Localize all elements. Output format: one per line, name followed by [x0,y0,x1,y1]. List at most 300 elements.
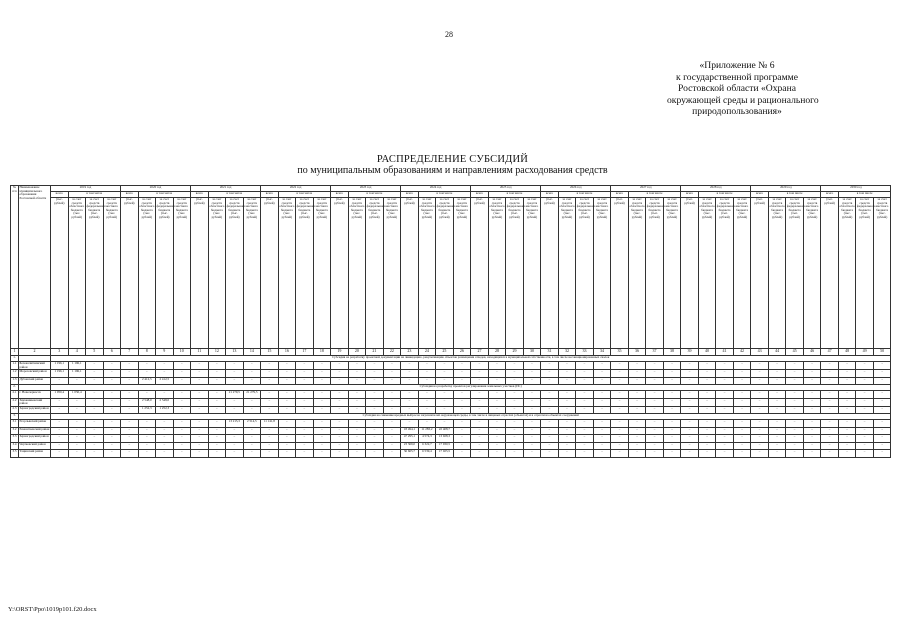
header-federal: за счет средств федерального бюджета (тыс. рублей) [226,198,244,349]
value-cell: – [593,420,611,428]
value-cell: – [523,420,541,428]
header-local: за счет средств местного бюджета (тыс. рублей) [383,198,401,349]
value-cell: – [103,406,121,414]
value-cell: – [261,377,279,385]
column-number: 5 [86,349,104,356]
value-cell: – [121,442,139,450]
value-cell: – [698,391,716,399]
value-cell: – [593,450,611,458]
header-total: всего [51,192,69,198]
value-cell: – [226,427,244,435]
header-local: за счет средств местного бюджета (тыс. рублей) [453,198,471,349]
value-cell: – [751,362,769,370]
header-year: 2023 год [331,186,401,192]
value-cell: – [576,377,594,385]
value-cell: – [471,406,489,414]
value-cell: – [156,391,174,399]
value-cell: – [488,450,506,458]
value-cell: – [663,398,681,406]
value-cell: – [278,406,296,414]
value-cell: – [348,391,366,399]
header-including: в том числе [278,192,331,198]
header-oblast: за счет средств областного бюджета (тыс. рублей) [558,198,576,349]
value-cell: – [138,427,156,435]
row-number: 3.1 [11,420,19,428]
value-cell: – [471,362,489,370]
value-cell: 23 369,0 [401,442,419,450]
value-cell: – [593,362,611,370]
header-federal: за счет средств федерального бюджета (тыс. рублей) [646,198,664,349]
value-cell: – [383,442,401,450]
value-cell: – [208,370,226,378]
value-cell: – [523,406,541,414]
value-cell: – [296,442,314,450]
value-cell: – [838,398,856,406]
value-cell: – [523,362,541,370]
header-oblast: за счет средств областного бюджета (тыс. рублей) [348,198,366,349]
value-cell: – [226,435,244,443]
value-cell: – [786,391,804,399]
value-cell: – [716,435,734,443]
value-cell: – [366,450,384,458]
header-year: 2026 год [541,186,611,192]
value-cell: – [103,391,121,399]
value-cell: – [261,391,279,399]
value-cell: 21 279,5 [243,391,261,399]
header-including: в том числе [838,192,891,198]
value-cell: – [611,420,629,428]
header-federal: за счет средств федерального бюджета (тыс. рублей) [296,198,314,349]
value-cell: – [873,362,891,370]
value-cell: – [558,362,576,370]
value-cell: – [541,420,559,428]
table-row [11,450,891,458]
value-cell: – [646,450,664,458]
header-federal: за счет средств федерального бюджета (тыс. рублей) [366,198,384,349]
value-cell: – [523,427,541,435]
value-cell: – [191,391,209,399]
value-cell: – [716,398,734,406]
value-cell: – [506,370,524,378]
value-cell: – [593,427,611,435]
value-cell: – [278,442,296,450]
header-total-units: (тыс. рублей) [261,198,279,349]
value-cell: – [821,442,839,450]
value-cell: – [331,427,349,435]
value-cell: – [68,398,86,406]
value-cell: – [803,370,821,378]
value-cell: – [611,398,629,406]
value-cell: – [646,420,664,428]
value-cell: – [173,427,191,435]
header-year: 2027 год [611,186,681,192]
value-cell: – [278,398,296,406]
value-cell: – [226,406,244,414]
value-cell: – [856,450,874,458]
header-oblast: за счет средств областного бюджета (тыс. рублей) [768,198,786,349]
value-cell: – [768,377,786,385]
value-cell: – [856,435,874,443]
value-cell: – [156,427,174,435]
value-cell: – [506,391,524,399]
value-cell: – [453,435,471,443]
value-cell: – [576,442,594,450]
value-cell: – [523,391,541,399]
value-cell: – [873,420,891,428]
value-cell: – [296,406,314,414]
value-cell: – [348,406,366,414]
column-number: 10 [173,349,191,356]
value-cell: – [296,420,314,428]
value-cell: – [121,450,139,458]
value-cell: – [611,362,629,370]
value-cell: – [278,450,296,458]
appendix-line: природопользования» [692,106,782,117]
value-cell: – [628,420,646,428]
value-cell: – [838,406,856,414]
value-cell: – [506,420,524,428]
value-cell: – [803,427,821,435]
value-cell: – [471,420,489,428]
value-cell: – [121,398,139,406]
value-cell: – [558,370,576,378]
value-cell: – [121,391,139,399]
header-oblast: за счет средств областного бюджета (тыс. рублей) [208,198,226,349]
value-cell: – [51,442,69,450]
appendix-line: к государственной программе [676,71,798,83]
value-cell: – [278,370,296,378]
value-cell: – [803,420,821,428]
value-cell: – [138,450,156,458]
value-cell: – [663,391,681,399]
value-cell: – [593,377,611,385]
value-cell: – [103,427,121,435]
column-number: 19 [331,349,349,356]
value-cell: – [453,420,471,428]
header-total-units: (тыс. рублей) [541,198,559,349]
value-cell: – [453,406,471,414]
value-cell: – [698,377,716,385]
value-cell: – [488,435,506,443]
value-cell: – [331,435,349,443]
value-cell: – [803,442,821,450]
value-cell: – [873,427,891,435]
value-cell: – [803,406,821,414]
header-total: всего [751,192,769,198]
column-number: 21 [366,349,384,356]
value-cell: – [121,435,139,443]
value-cell: – [453,442,471,450]
value-cell: – [786,406,804,414]
column-number: 42 [733,349,751,356]
value-cell: – [103,450,121,458]
value-cell: – [296,398,314,406]
value-cell: – [681,435,699,443]
value-cell: – [576,450,594,458]
appendix-line: Ростовской области «Охрана [678,83,796,94]
value-cell: – [243,377,261,385]
value-cell: – [821,398,839,406]
row-number: 2.1 [11,391,19,399]
value-cell: – [191,370,209,378]
value-cell: – [716,420,734,428]
value-cell: – [506,435,524,443]
value-cell: – [488,362,506,370]
value-cell: – [646,362,664,370]
section-title: Субсидия на разработку проектной документации на ликвидацию, рекультивацию объектов размещения отходов, находящихся в муниципальной собственности, в том числе несанкционированных свалок [51,356,891,362]
value-cell: – [418,362,436,370]
value-cell: 1 196,1 [68,362,86,370]
header-federal: за счет средств федерального бюджета (тыс. рублей) [856,198,874,349]
value-cell: – [383,420,401,428]
value-cell: – [191,398,209,406]
value-cell: – [366,435,384,443]
value-cell: 2 514,5 [243,420,261,428]
value-cell: – [348,435,366,443]
value-cell: – [523,370,541,378]
value-cell: – [523,377,541,385]
value-cell: – [488,442,506,450]
value-cell: – [156,435,174,443]
header-total-units: (тыс. рублей) [611,198,629,349]
value-cell: – [173,420,191,428]
value-cell: – [751,420,769,428]
value-cell: – [138,442,156,450]
value-cell: – [86,420,104,428]
value-cell: – [506,362,524,370]
value-cell: – [768,442,786,450]
value-cell: – [383,406,401,414]
value-cell: – [331,450,349,458]
value-cell: – [506,406,524,414]
header-including: в том числе [768,192,821,198]
value-cell: – [313,370,331,378]
value-cell: – [366,391,384,399]
column-number: 48 [838,349,856,356]
value-cell: – [646,370,664,378]
value-cell: – [558,442,576,450]
value-cell: – [348,370,366,378]
value-cell: – [243,362,261,370]
header-total: всего [261,192,279,198]
column-number: 17 [296,349,314,356]
value-cell: – [103,370,121,378]
value-cell: 36 665,7 [401,450,419,458]
header-including: в том числе [418,192,471,198]
row-number: 3.3 [11,435,19,443]
section-number: 3. [11,414,19,420]
value-cell: – [663,377,681,385]
value-cell: – [436,406,454,414]
value-cell: – [821,420,839,428]
value-cell: – [768,427,786,435]
value-cell: – [506,398,524,406]
value-cell: – [313,398,331,406]
value-cell: – [401,370,419,378]
value-cell: – [243,435,261,443]
value-cell: – [488,406,506,414]
value-cell: – [226,370,244,378]
value-cell: – [348,442,366,450]
value-cell: 1 050,4 [51,391,69,399]
value-cell: – [418,398,436,406]
value-cell: 2 412,5 [138,377,156,385]
value-cell: 2 412,5 [156,377,174,385]
value-cell: – [401,398,419,406]
value-cell: – [541,391,559,399]
row-number: 1.2 [11,370,19,378]
column-number: 11 [191,349,209,356]
value-cell: – [313,406,331,414]
value-cell: – [51,427,69,435]
value-cell: – [576,391,594,399]
value-cell: – [296,377,314,385]
value-cell: – [208,435,226,443]
value-cell: – [856,427,874,435]
value-cell: – [488,377,506,385]
value-cell: 4 574,3 [418,435,436,443]
value-cell: – [453,450,471,458]
value-cell: – [208,450,226,458]
value-cell: – [261,362,279,370]
value-cell: – [558,420,576,428]
value-cell: – [51,398,69,406]
header-including: в том числе [208,192,261,198]
value-cell: – [751,398,769,406]
value-cell: – [541,362,559,370]
value-cell: – [401,377,419,385]
header-total-units: (тыс. рублей) [401,198,419,349]
value-cell: – [523,435,541,443]
value-cell: – [156,362,174,370]
value-cell: – [593,435,611,443]
value-cell: – [838,435,856,443]
column-number: 13 [226,349,244,356]
header-local: за счет средств местного бюджета (тыс. рублей) [733,198,751,349]
value-cell: – [436,391,454,399]
column-number: 14 [243,349,261,356]
value-cell: – [628,398,646,406]
value-cell: – [348,362,366,370]
value-cell: – [716,406,734,414]
value-cell: – [768,398,786,406]
row-number: 3.2 [11,427,19,435]
value-cell: – [51,435,69,443]
header-federal: за счет средств федерального бюджета (тыс. рублей) [506,198,524,349]
row-number: 3.5 [11,450,19,458]
value-cell: – [698,420,716,428]
value-cell: – [838,442,856,450]
header-federal: за счет средств федерального бюджета (тыс. рублей) [576,198,594,349]
appendix-heading [667,60,819,118]
value-cell: – [576,370,594,378]
header-total-units: (тыс. рублей) [51,198,69,349]
value-cell: – [873,398,891,406]
column-number: 9 [156,349,174,356]
value-cell: – [558,391,576,399]
value-cell: – [506,427,524,435]
value-cell: – [383,370,401,378]
value-cell: – [873,442,891,450]
row-municipality: г. Новочеркасск [19,391,51,399]
header-municipality: Наименование муниципального образования Ростовской области [19,186,51,349]
value-cell: – [156,442,174,450]
header-oblast: за счет средств областного бюджета (тыс. рублей) [278,198,296,349]
value-cell: – [628,377,646,385]
value-cell: – [313,442,331,450]
appendix-line: «Приложение № 6 [699,60,775,71]
value-cell: – [366,362,384,370]
value-cell: – [296,427,314,435]
row-number: 1.1 [11,362,19,370]
value-cell: – [208,420,226,428]
value-cell: – [296,450,314,458]
value-cell: – [313,420,331,428]
value-cell: 13 928,3 [436,435,454,443]
value-cell: – [418,406,436,414]
value-cell: – [418,420,436,428]
column-number: 27 [471,349,489,356]
value-cell: – [541,427,559,435]
header-federal: за счет средств федерального бюджета (тыс. рублей) [716,198,734,349]
column-number: 49 [856,349,874,356]
value-cell: – [138,362,156,370]
value-cell: – [436,370,454,378]
value-cell: – [173,370,191,378]
column-number: 1 [11,349,19,356]
value-cell: – [803,362,821,370]
header-local: за счет средств местного бюджета (тыс. рублей) [873,198,891,349]
value-cell: – [51,377,69,385]
value-cell: – [541,435,559,443]
value-cell: – [103,377,121,385]
header-local: за счет средств местного бюджета (тыс. рублей) [173,198,191,349]
value-cell: – [628,435,646,443]
value-cell: – [716,450,734,458]
value-cell: – [821,391,839,399]
column-number: 25 [436,349,454,356]
value-cell: – [716,370,734,378]
column-number: 38 [663,349,681,356]
value-cell: – [663,370,681,378]
column-number: 50 [873,349,891,356]
value-cell: – [751,450,769,458]
value-cell: – [646,427,664,435]
value-cell: – [68,442,86,450]
value-cell: 2 548,0 [138,398,156,406]
header-year: 2030 год [821,186,891,192]
value-cell: – [226,450,244,458]
value-cell: – [593,370,611,378]
value-cell: – [873,406,891,414]
value-cell: – [156,370,174,378]
value-cell: – [121,370,139,378]
value-cell: – [611,377,629,385]
value-cell: – [576,398,594,406]
value-cell: 11 141,8 [261,420,279,428]
value-cell: – [471,450,489,458]
header-local: за счет средств местного бюджета (тыс. рублей) [103,198,121,349]
header-total-units: (тыс. рублей) [751,198,769,349]
header-total: всего [471,192,489,198]
value-cell: – [331,398,349,406]
value-cell: – [208,362,226,370]
header-year: 2029 год [751,186,821,192]
value-cell: – [838,370,856,378]
header-no: № п/п [11,186,19,349]
value-cell: – [821,362,839,370]
value-cell: 2 548,0 [156,398,174,406]
